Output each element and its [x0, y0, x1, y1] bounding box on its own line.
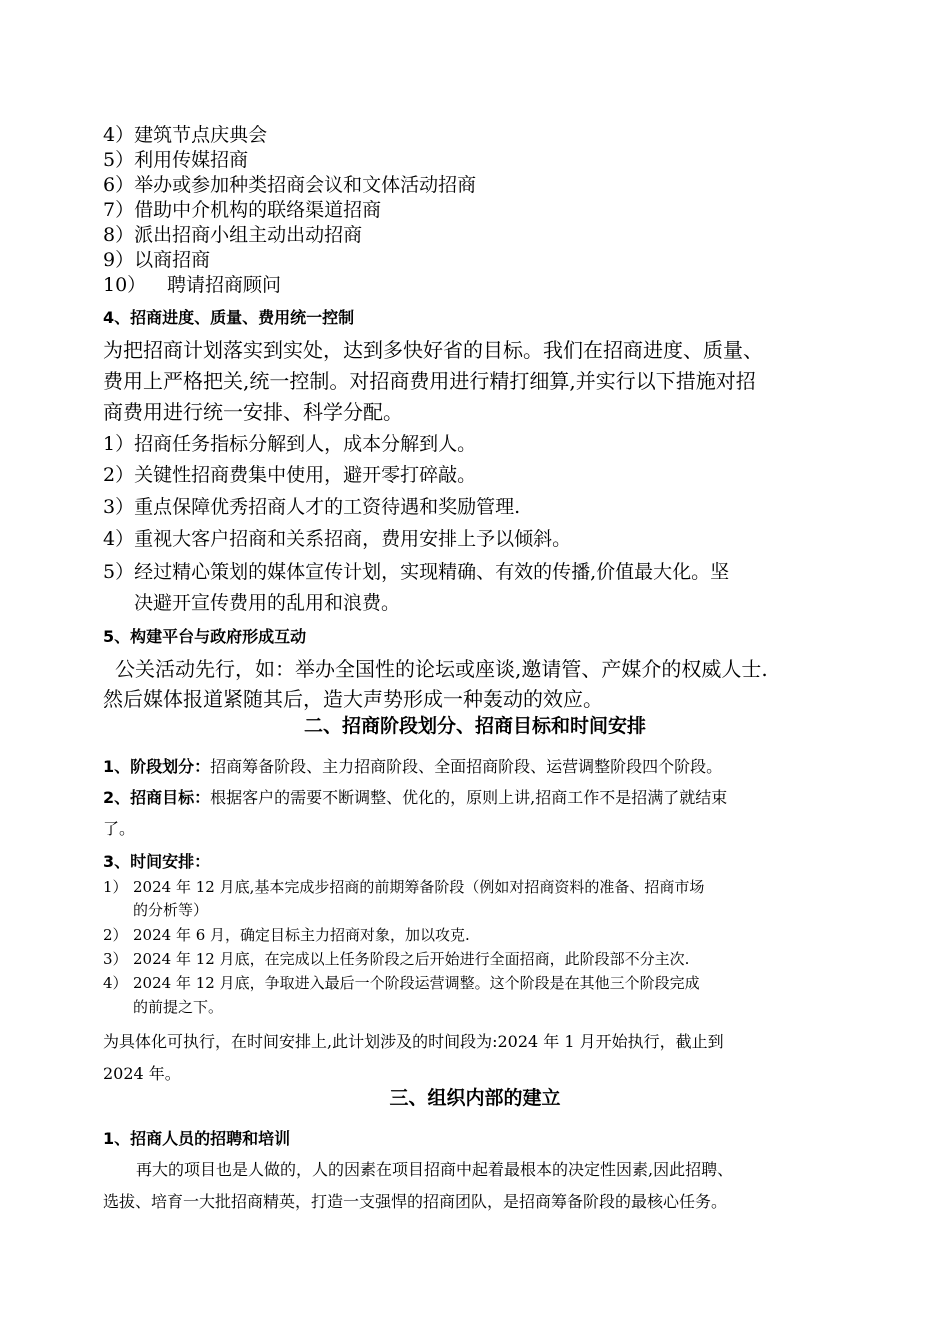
list-item: [103, 273, 281, 298]
list-text: 2024 年 12 月底，争取进入最后一个阶段运营调整。这个阶段是在其他三个阶段完成: [133, 974, 700, 992]
list-number: 8）: [103, 224, 135, 246]
list-number: 3）: [103, 950, 128, 968]
paragraph-label: 2、招商目标：: [103, 788, 211, 807]
list-text: 经过精心策划的媒体宣传计划，实现精确、有效的传播,价值最大化。坚: [134, 561, 730, 583]
list-item: [103, 877, 704, 897]
paragraph-text: 招商筹备阶段、主力招商阶段、全面招商阶段、运营调整阶段四个阶段。: [210, 757, 723, 776]
list-text: 利用传媒招商: [134, 149, 249, 171]
list-text: 举办或参加种类招商会议和文体活动招商: [134, 174, 477, 196]
list-item: [103, 173, 476, 198]
list-item: [103, 223, 362, 248]
list-number: 4）: [103, 528, 135, 550]
paragraph-line: 为把招商计划落实到实处，达到多快好省的目标。我们在招商进度、质量、: [103, 338, 763, 362]
paragraph-label: 1、阶段划分：: [103, 757, 211, 776]
list-text: 建筑节点庆典会: [134, 124, 268, 146]
list-number: 4）: [103, 124, 135, 146]
list-text: 以商招商: [134, 249, 211, 271]
list-number: 3）: [103, 496, 135, 518]
list-number: 5）: [103, 149, 135, 171]
chapter-title: 二、招商阶段划分、招商目标和时间安排: [303, 715, 646, 737]
list-text: 派出招商小组主动出动招商: [134, 224, 363, 246]
list-item: [103, 949, 689, 969]
list-item: [103, 925, 470, 945]
list-item: [103, 198, 381, 223]
list-text: 2024 年 6 月，确定目标主力招商对象，加以攻克.: [133, 926, 470, 944]
paragraph-line: 商费用进行统一安排、科学分配。: [103, 400, 403, 424]
section-heading: 3、时间安排：: [103, 852, 211, 871]
list-item: [103, 248, 210, 273]
list-number: 6）: [103, 174, 135, 196]
list-item: [103, 123, 267, 148]
list-item: [103, 463, 476, 488]
list-number: 2）: [103, 926, 128, 944]
list-text: 2024 年 12 月底,基本完成步招商的前期筹备阶段（例如对招商资料的准备、招商市场: [133, 878, 705, 896]
list-item: [103, 148, 248, 173]
paragraph-line: 再大的项目也是人做的，人的因素在项目招商中起着最根本的决定性因素,因此招聘、: [136, 1160, 734, 1179]
paragraph-line: 然后媒体报道紧随其后，造大声势形成一种轰动的效应。: [103, 687, 603, 711]
section-heading: 5、构建平台与政府形成互动: [103, 627, 307, 646]
list-text: 重视大客户招商和关系招商，费用安排上予以倾斜。: [134, 528, 572, 550]
list-item: [103, 495, 520, 520]
list-item: [103, 560, 729, 585]
list-text: 聘请招商顾问: [167, 274, 282, 296]
list-text: 2024 年 12 月底，在完成以上任务阶段之后开始进行全面招商，此阶段部不分主次.: [133, 950, 690, 968]
list-item-continuation: 决避开宣传费用的乱用和浪费。: [134, 592, 401, 614]
list-item: [103, 432, 476, 457]
list-number: 4）: [103, 974, 128, 992]
list-text: 关键性招商费集中使用，避开零打碎敲。: [134, 464, 477, 486]
list-number: 1）: [103, 433, 135, 455]
list-number: 7）: [103, 199, 135, 221]
paragraph-line: 为具体化可执行，在时间安排上,此计划涉及的时间段为:2024 年 1 月开始执行，截止到: [103, 1032, 724, 1051]
paragraph-line: 公关活动先行，如：举办全国性的论坛或座谈,邀请管、产媒介的权威人士.: [115, 657, 768, 681]
list-number: 2）: [103, 464, 135, 486]
paragraph-line: 选拔、培育一大批招商精英，打造一支强悍的招商团队，是招商筹备阶段的最核心任务。: [103, 1192, 728, 1211]
labeled-paragraph: [103, 756, 722, 778]
list-text: 重点保障优秀招商人才的工资待遇和奖励管理.: [134, 496, 521, 518]
paragraph-line: 2024 年。: [103, 1064, 181, 1083]
paragraph-line: 费用上严格把关,统一控制。对招商费用进行精打细算,并实行以下措施对招: [103, 369, 756, 393]
list-item-continuation: 的前提之下。: [133, 998, 224, 1016]
paragraph-text: 根据客户的需要不断调整、优化的，原则上讲,招商工作不是招满了就结束: [210, 788, 728, 807]
list-text: 招商任务指标分解到人，成本分解到人。: [134, 433, 477, 455]
list-number: 5）: [103, 561, 135, 583]
list-item: [103, 527, 571, 552]
paragraph-line: 了。: [103, 819, 136, 838]
list-item: [103, 973, 700, 993]
list-item-continuation: 的分析等）: [133, 901, 209, 919]
list-number: 10）: [103, 274, 147, 296]
list-text: 借助中介机构的联络渠道招商: [134, 199, 382, 221]
section-heading: 4、招商进度、质量、费用统一控制: [103, 308, 355, 327]
chapter-title: 三、组织内部的建立: [389, 1087, 561, 1109]
list-number: 9）: [103, 249, 135, 271]
list-number: 1）: [103, 878, 128, 896]
labeled-paragraph: [103, 787, 727, 809]
section-heading: 1、招商人员的招聘和培训: [103, 1129, 291, 1148]
